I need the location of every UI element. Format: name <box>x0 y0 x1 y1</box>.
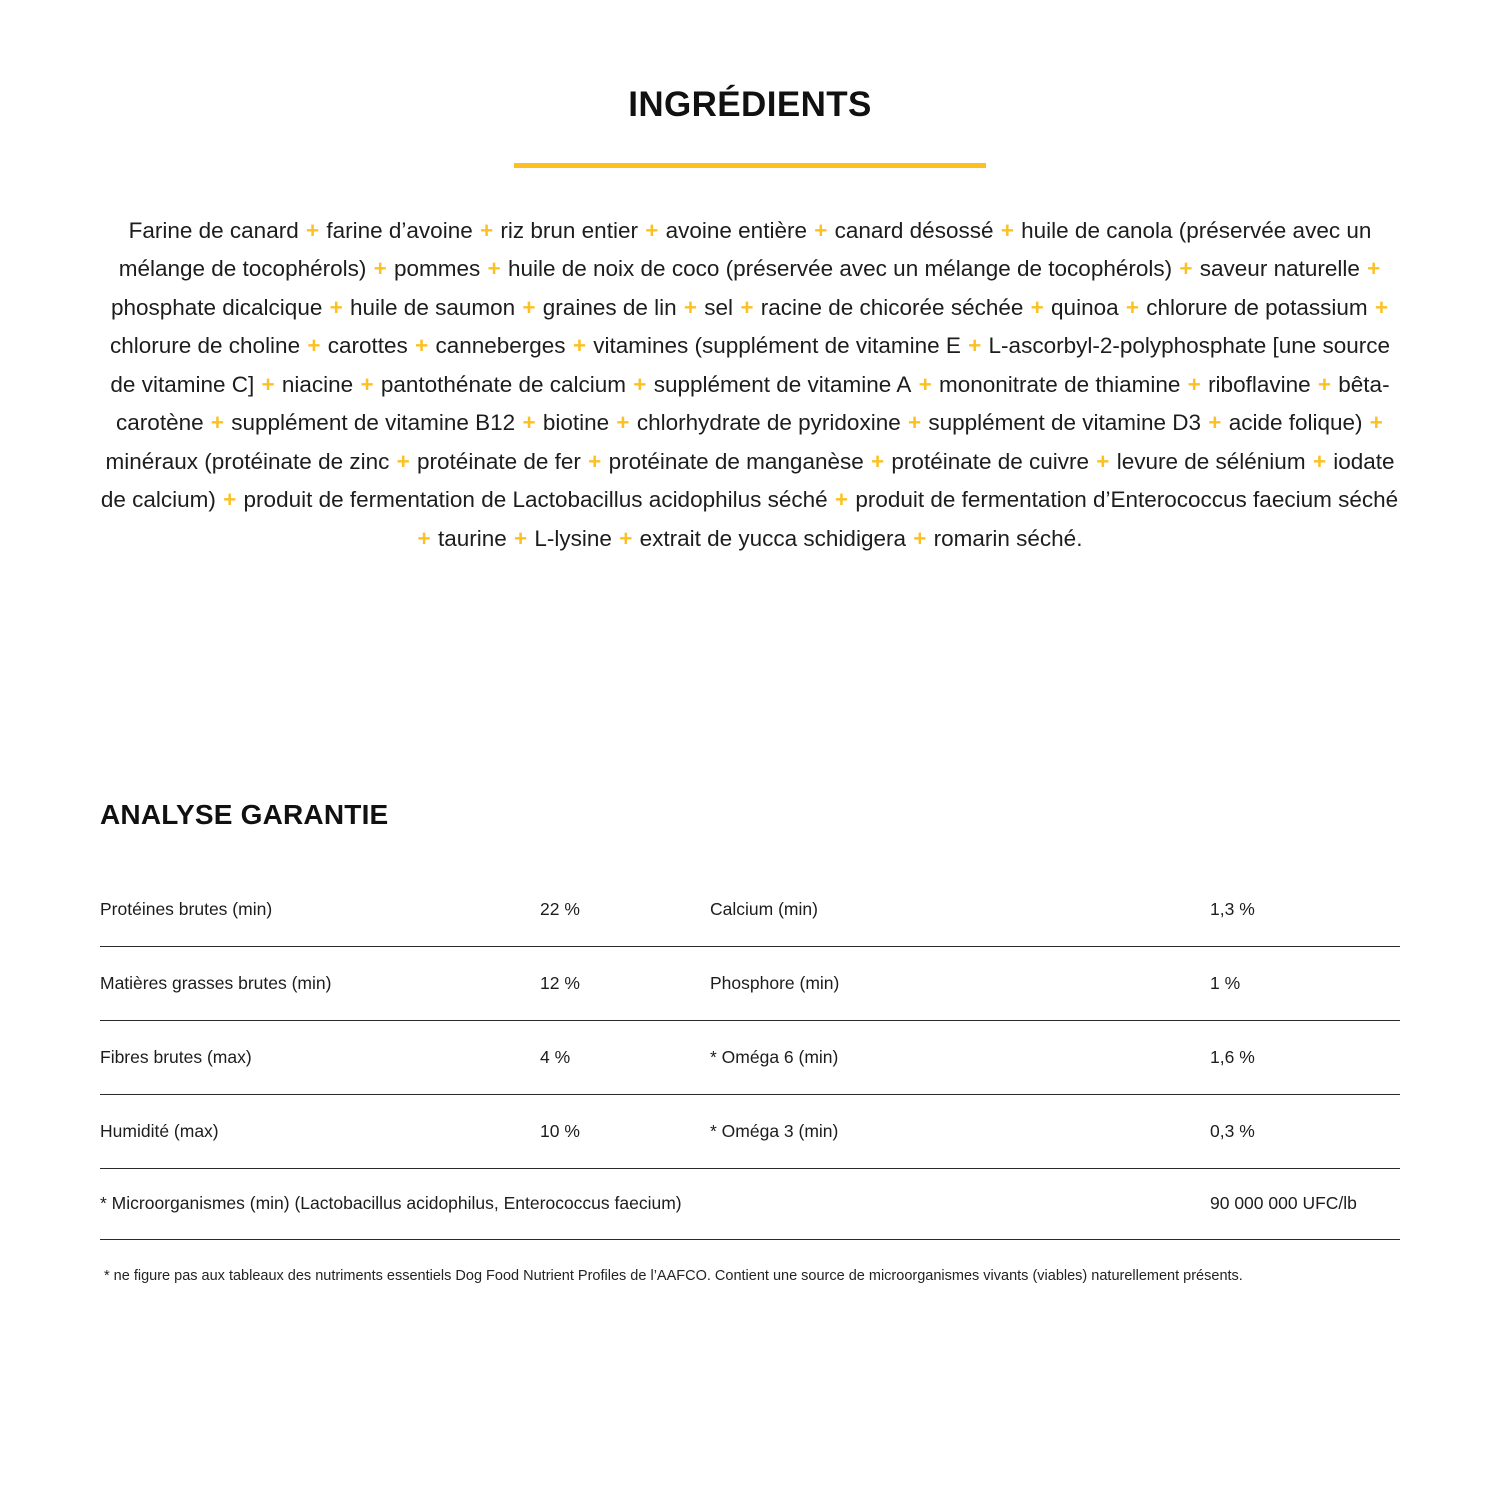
plus-separator-icon: + <box>828 487 855 512</box>
ingredient-item: supplément de vitamine D3 <box>928 410 1202 435</box>
ingredient-item: canard désossé <box>834 217 994 243</box>
plus-separator-icon: + <box>516 294 542 320</box>
plus-separator-icon: + <box>323 294 350 320</box>
ingredients-section <box>0 0 1500 558</box>
plus-separator-icon: + <box>1311 371 1338 397</box>
guaranteed-analysis-section <box>100 800 1400 1301</box>
ingredient-item: racine de chicorée séchée <box>760 294 1024 320</box>
ingredient-item: protéinate de manganèse <box>608 448 864 474</box>
microorganisms-value: 90 000 000 UFC/lb <box>1210 1168 1400 1239</box>
plus-separator-icon: + <box>612 525 639 551</box>
plus-separator-icon: + <box>255 371 281 397</box>
ingredient-item: riz brun entier <box>500 217 638 243</box>
ingredient-item: pommes <box>394 256 481 281</box>
ingredient-item: phosphate dicalcique <box>110 294 323 320</box>
ingredient-item: L-lysine <box>534 525 612 551</box>
plus-separator-icon: + <box>1368 294 1389 320</box>
ingredient-item: mononitrate de thiamine <box>939 371 1181 397</box>
plus-separator-icon: + <box>1173 256 1199 281</box>
ingredient-item: niacine <box>281 371 354 397</box>
plus-separator-icon: + <box>638 217 665 243</box>
plus-separator-icon: + <box>901 410 928 435</box>
plus-separator-icon: + <box>677 294 704 320</box>
plus-separator-icon: + <box>1181 371 1208 397</box>
ingredient-item: bêta-carotène <box>116 371 1390 435</box>
nutrient-value-left: 22 % <box>540 873 710 947</box>
table-row-microorganisms <box>100 1168 1400 1239</box>
plus-separator-icon: + <box>481 256 507 281</box>
ingredient-item: protéinate de cuivre <box>891 448 1090 474</box>
nutrient-label-right: Calcium (min) <box>710 873 1210 947</box>
ingredient-item: sel <box>704 294 734 320</box>
ingredient-item: vitamines (supplément de vitamine E <box>593 333 961 358</box>
plus-separator-icon: + <box>204 410 231 435</box>
nutrient-value-right: 1,6 % <box>1210 1020 1400 1094</box>
ingredients-list <box>100 212 1400 559</box>
ingredient-item: produit de fermentation de Lactobacillus acidophilus séché <box>243 487 828 512</box>
ingredient-item: huile de saumon <box>350 294 516 320</box>
ingredient-item: graines de lin <box>542 294 677 320</box>
plus-separator-icon: + <box>1306 448 1333 474</box>
ingredient-item: huile de canola (préservée avec un mélange de tocophérols) <box>118 217 1372 281</box>
plus-separator-icon: + <box>994 217 1021 243</box>
ingredient-item: carottes <box>327 333 408 358</box>
ingredient-item: canneberges <box>435 333 566 358</box>
table-row <box>100 1094 1400 1168</box>
title-underline-rule <box>514 163 986 168</box>
table-row <box>100 1020 1400 1094</box>
ingredient-item: riboflavine <box>1208 371 1311 397</box>
nutrient-label-left: Matières grasses brutes (min) <box>100 946 540 1020</box>
plus-separator-icon: + <box>216 487 243 512</box>
plus-separator-icon: + <box>864 448 891 474</box>
ingredient-item: avoine entière <box>665 217 807 243</box>
plus-separator-icon: + <box>906 525 933 551</box>
nutrient-label-right: * Oméga 3 (min) <box>710 1094 1210 1168</box>
plus-separator-icon: + <box>507 525 534 551</box>
nutrient-label-left: Fibres brutes (max) <box>100 1020 540 1094</box>
plus-separator-icon: + <box>1090 448 1116 474</box>
plus-separator-icon: + <box>581 448 608 474</box>
plus-separator-icon: + <box>417 525 437 551</box>
plus-separator-icon: + <box>516 410 542 435</box>
plus-separator-icon: + <box>627 371 653 397</box>
plus-separator-icon: + <box>912 371 938 397</box>
ingredient-item: minéraux (protéinate de zinc <box>105 448 390 474</box>
plus-separator-icon: + <box>390 448 417 474</box>
nutrient-value-left: 4 % <box>540 1020 710 1094</box>
ingredient-item: farine d’avoine <box>326 217 473 243</box>
plus-separator-icon: + <box>408 333 435 358</box>
ingredient-item: pantothénate de calcium <box>380 371 627 397</box>
ingredient-item: chlorure de potassium <box>1146 294 1368 320</box>
nutrient-value-right: 1,3 % <box>1210 873 1400 947</box>
plus-separator-icon: + <box>367 256 394 281</box>
nutrient-label-left: Humidité (max) <box>100 1094 540 1168</box>
ingredient-item: levure de sélénium <box>1116 448 1306 474</box>
plus-separator-icon: + <box>1119 294 1146 320</box>
page-title: INGRÉDIENTS <box>628 85 872 124</box>
plus-separator-icon: + <box>301 333 327 358</box>
table-row <box>100 873 1400 947</box>
ingredient-item: supplément de vitamine B12 <box>231 410 516 435</box>
ingredient-item: saveur naturelle <box>1199 256 1360 281</box>
nutrient-value-right: 0,3 % <box>1210 1094 1400 1168</box>
microorganisms-label: * Microorganismes (min) (Lactobacillus acidophilus, Enterococcus faecium) <box>100 1168 1210 1239</box>
ingredient-item: supplément de vitamine A <box>653 371 912 397</box>
plus-separator-icon: + <box>610 410 636 435</box>
nutrient-label-right: * Oméga 6 (min) <box>710 1020 1210 1094</box>
ingredient-item: L-ascorbyl-2-polyphosphate [une source de vitamine C] <box>110 333 1391 397</box>
ingredient-item: extrait de yucca schidigera <box>639 525 906 551</box>
plus-separator-icon: + <box>1360 256 1381 281</box>
ingredient-item: quinoa <box>1051 294 1119 320</box>
analysis-title: ANALYSE GARANTIE <box>100 799 389 830</box>
plus-separator-icon: + <box>734 294 760 320</box>
plus-separator-icon: + <box>299 217 326 243</box>
ingredient-item: iodate de calcium) <box>100 448 1395 512</box>
nutrient-label-left: Protéines brutes (min) <box>100 873 540 947</box>
ingredient-item: Farine de canard <box>128 217 299 243</box>
table-row <box>100 946 1400 1020</box>
ingredient-item: produit de fermentation d’Enterococcus faecium séché <box>855 487 1399 512</box>
analysis-table <box>100 873 1400 1240</box>
plus-separator-icon: + <box>1363 410 1383 435</box>
ingredient-item: chlorure de choline <box>109 333 301 358</box>
plus-separator-icon: + <box>961 333 988 358</box>
nutrient-value-right: 1 % <box>1210 946 1400 1020</box>
plus-separator-icon: + <box>566 333 593 358</box>
plus-separator-icon: + <box>1202 410 1228 435</box>
nutrient-value-left: 12 % <box>540 946 710 1020</box>
nutrient-value-left: 10 % <box>540 1094 710 1168</box>
ingredient-item: biotine <box>542 410 610 435</box>
plus-separator-icon: + <box>1024 294 1051 320</box>
plus-separator-icon: + <box>354 371 380 397</box>
ingredient-item: romarin séché. <box>933 525 1083 551</box>
ingredient-item: acide folique) <box>1228 410 1363 435</box>
analysis-footnote: * ne figure pas aux tableaux des nutriments essentiels Dog Food Nutrient Profiles de l’AAFCO. Contient une source de microorganismes vivants (viables) naturellement présents. <box>104 1267 1243 1284</box>
ingredient-item: taurine <box>437 525 507 551</box>
ingredient-item: chlorhydrate de pyridoxine <box>636 410 901 435</box>
plus-separator-icon: + <box>807 217 834 243</box>
plus-separator-icon: + <box>473 217 500 243</box>
ingredient-item: protéinate de fer <box>417 448 581 474</box>
ingredient-item: huile de noix de coco (préservée avec un mélange de tocophérols) <box>507 256 1173 281</box>
nutrient-label-right: Phosphore (min) <box>710 946 1210 1020</box>
